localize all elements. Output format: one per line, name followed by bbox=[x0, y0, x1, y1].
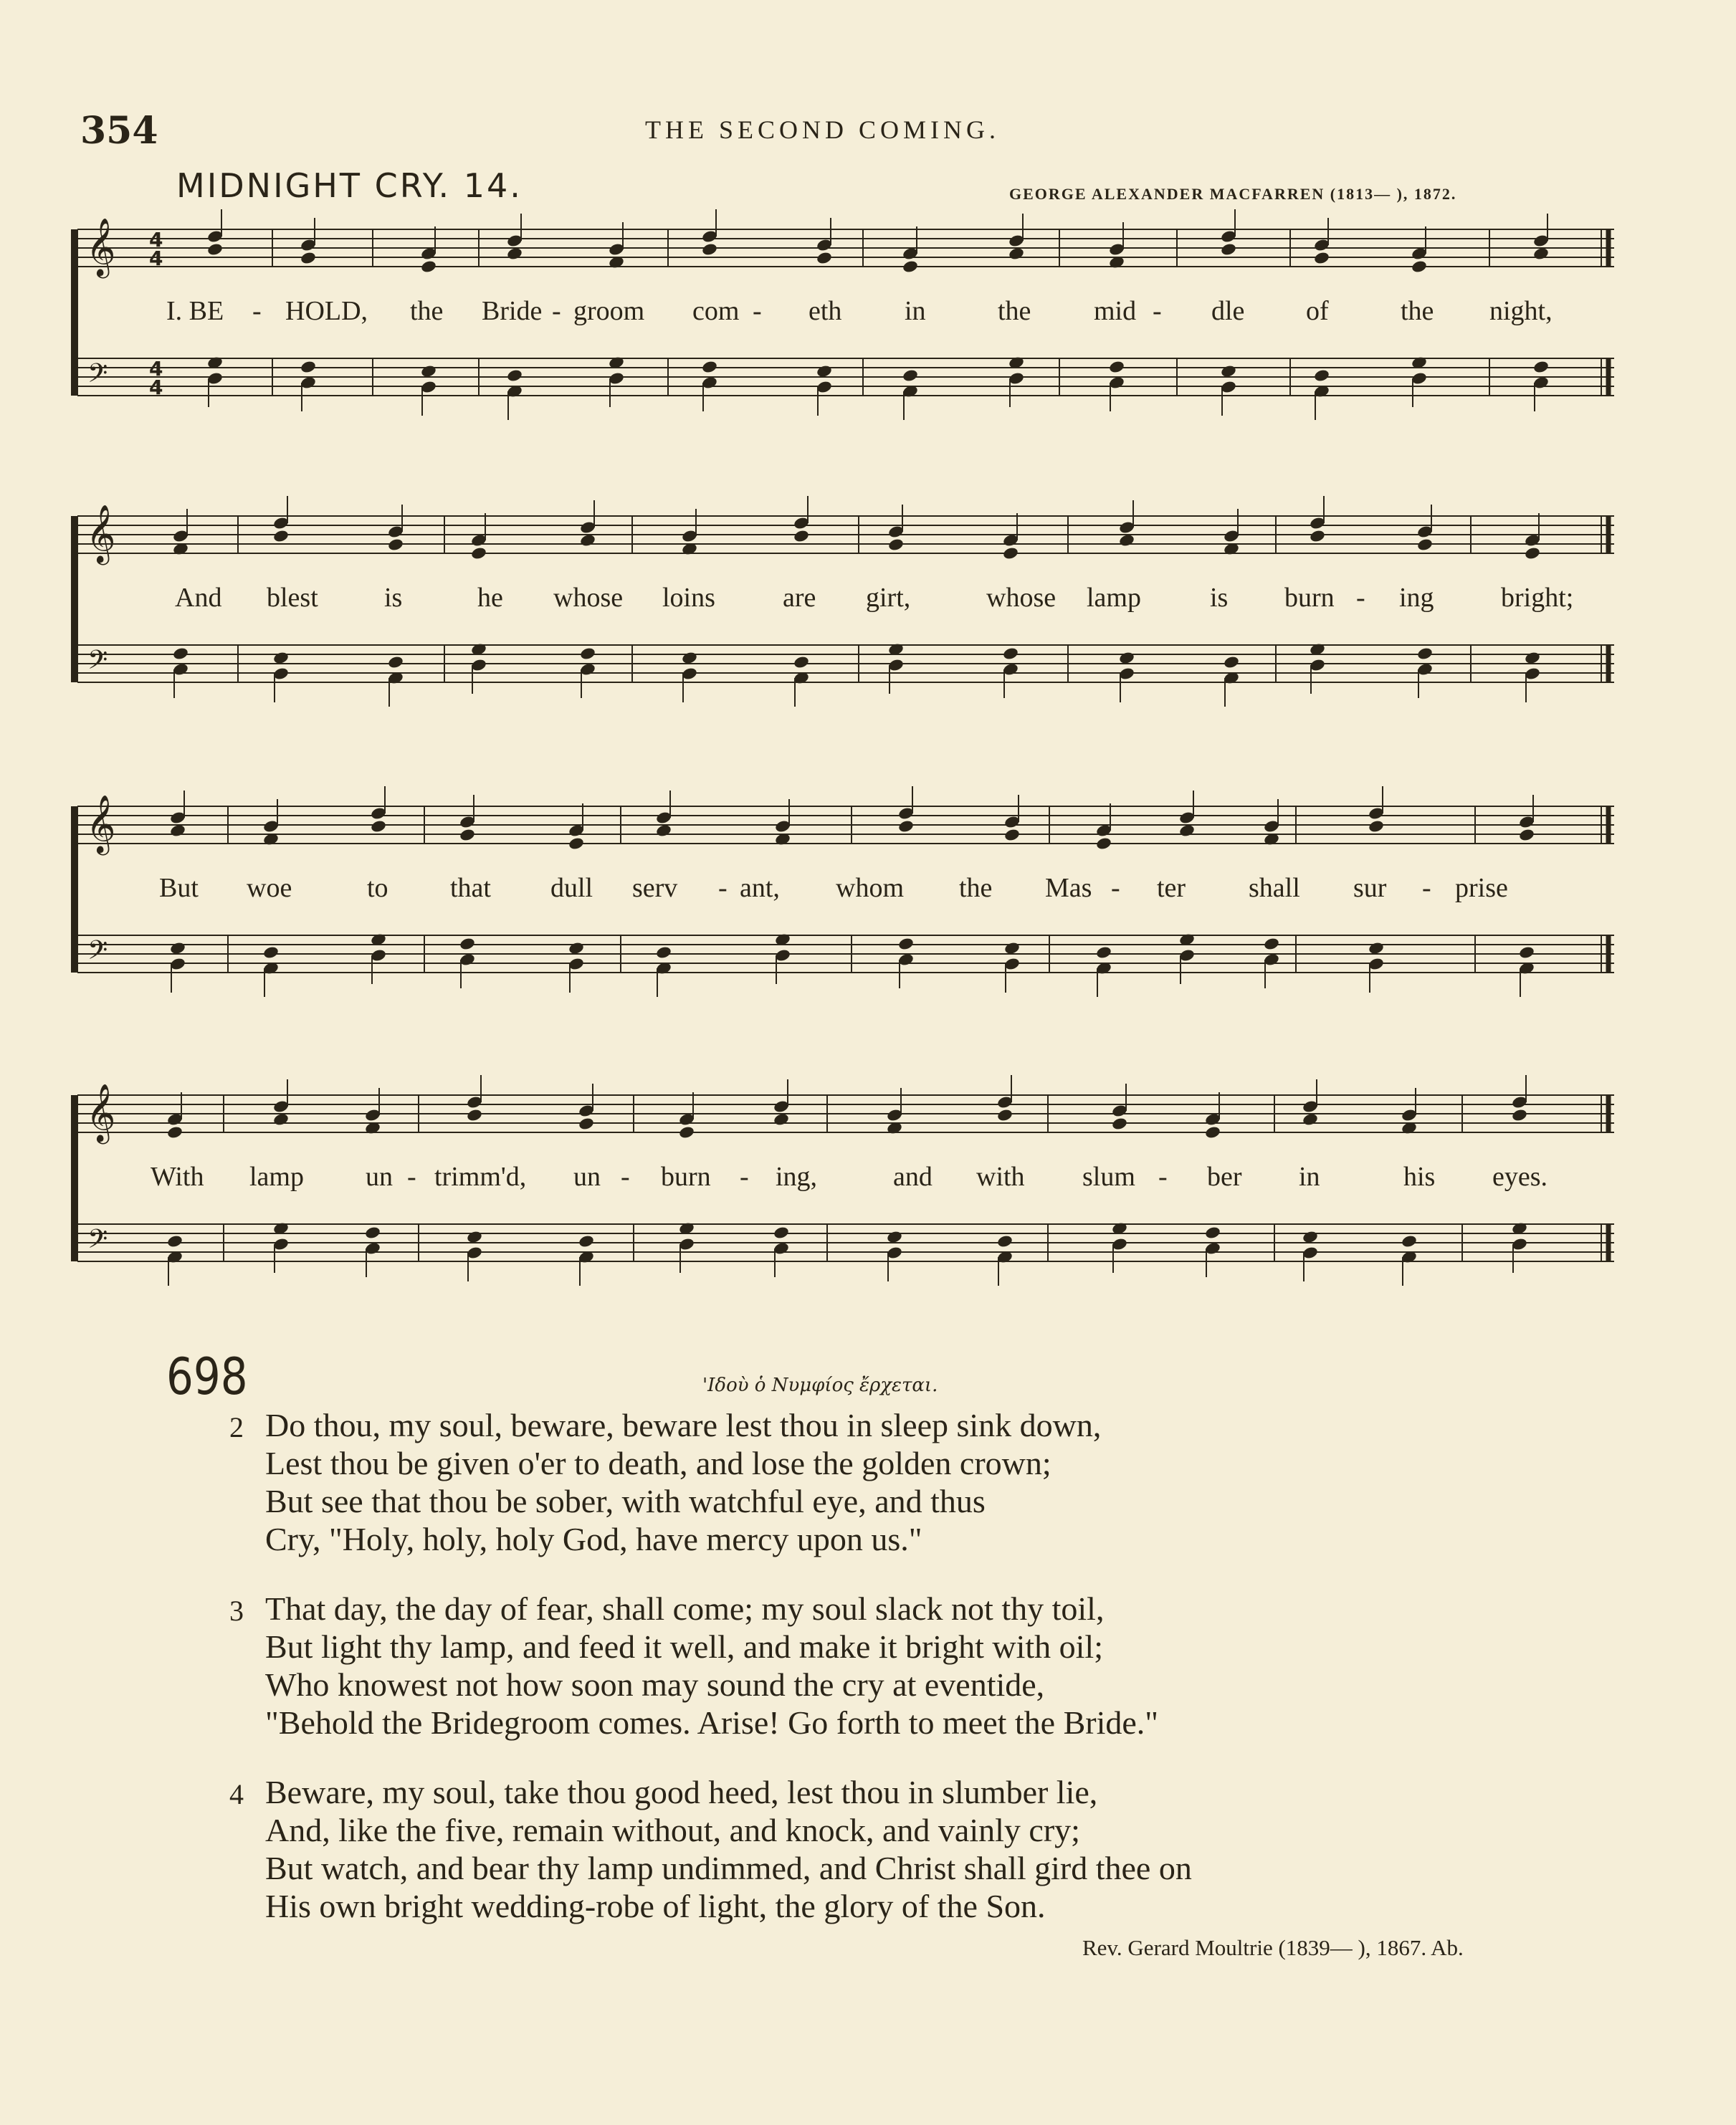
lyric-syllable: - bbox=[1356, 583, 1365, 613]
note-head bbox=[701, 360, 718, 374]
note-head bbox=[1313, 368, 1330, 383]
lyric-line-4 bbox=[0, 1161, 1736, 1197]
note-head bbox=[1263, 937, 1280, 951]
lyric-syllable: - bbox=[1111, 873, 1120, 903]
note-head bbox=[578, 1117, 595, 1131]
note-head bbox=[1368, 941, 1385, 955]
note-head bbox=[387, 538, 404, 552]
lyric-syllable: he bbox=[477, 583, 503, 613]
note-head bbox=[678, 1125, 695, 1140]
treble-clef-icon: 𝄞 bbox=[86, 504, 116, 563]
lyric-syllable: with bbox=[976, 1162, 1025, 1192]
note-head bbox=[1302, 1112, 1319, 1127]
lyric-syllable: eth bbox=[809, 296, 842, 326]
lyric-syllable: - bbox=[718, 873, 728, 903]
lyric-syllable: burn bbox=[1284, 583, 1335, 613]
lyric-syllable: loins bbox=[662, 583, 715, 613]
lyric-syllable: prise bbox=[1455, 873, 1508, 903]
lyric-syllable: to bbox=[367, 873, 388, 903]
note-head bbox=[459, 828, 476, 842]
lyric-syllable: ant, bbox=[740, 873, 780, 903]
bass-staff bbox=[77, 1224, 1614, 1261]
note-head bbox=[1220, 242, 1237, 257]
lyric-syllable: HOLD, bbox=[285, 296, 368, 326]
tune-name: MIDNIGHT CRY. 14. bbox=[176, 166, 523, 205]
lyric-syllable: whose bbox=[986, 583, 1057, 613]
bass-clef-icon: 𝄢 bbox=[87, 358, 108, 395]
lyric-syllable: - bbox=[753, 296, 762, 326]
lyric-syllable: - bbox=[407, 1162, 416, 1192]
lyric-syllable: his bbox=[1403, 1162, 1436, 1192]
lyric-syllable: groom bbox=[573, 296, 645, 326]
note-head bbox=[1518, 945, 1535, 960]
treble-clef-icon: 𝄞 bbox=[86, 1083, 116, 1142]
lyric-syllable: lamp bbox=[1087, 583, 1141, 613]
lyric-syllable: - bbox=[552, 296, 561, 326]
lyric-syllable: - bbox=[740, 1162, 749, 1192]
lyric-syllable: dle bbox=[1211, 296, 1245, 326]
lyric-syllable: bright; bbox=[1501, 583, 1574, 613]
verse-line: His own bright wedding-robe of light, the glory of the Son. bbox=[265, 1888, 1046, 1924]
note-head bbox=[166, 1234, 183, 1248]
verse-line: Lest thou be given o'er to death, and lose the golden crown; bbox=[265, 1445, 1051, 1481]
note-head bbox=[578, 1234, 595, 1248]
note-head bbox=[272, 1112, 290, 1127]
lyric-syllable: - bbox=[621, 1162, 630, 1192]
treble-clef-icon: 𝄞 bbox=[86, 794, 116, 853]
lyric-syllable: burn bbox=[661, 1162, 711, 1192]
note-head bbox=[166, 1125, 183, 1140]
bass-clef-icon: 𝄢 bbox=[87, 645, 108, 682]
note-head bbox=[206, 242, 224, 257]
note-head bbox=[816, 251, 833, 265]
lyric-syllable: With bbox=[151, 1162, 204, 1192]
lyric-syllable: com bbox=[692, 296, 740, 326]
lyric-syllable: of bbox=[1306, 296, 1329, 326]
verse-line: Who knowest not how soon may sound the cry at eventide, bbox=[265, 1666, 1045, 1703]
lyric-syllable: slum bbox=[1082, 1162, 1135, 1192]
note-head bbox=[272, 651, 290, 665]
lyric-syllable: blest bbox=[267, 583, 318, 613]
lyric-syllable: shall bbox=[1249, 873, 1300, 903]
lyric-syllable: the bbox=[998, 296, 1031, 326]
lyric-syllable: is bbox=[384, 583, 403, 613]
treble-staff bbox=[77, 794, 1614, 855]
note-head bbox=[1223, 655, 1240, 669]
note-head bbox=[1002, 646, 1019, 661]
bass-staff bbox=[77, 935, 1614, 973]
verse-line: Do thou, my soul, beware, beware lest thou in sleep sink down, bbox=[265, 1407, 1102, 1443]
note-head bbox=[169, 823, 186, 838]
note-head bbox=[1368, 819, 1385, 834]
lyric-syllable: Bride bbox=[482, 296, 543, 326]
note-head bbox=[300, 360, 317, 374]
note-head bbox=[579, 646, 596, 661]
note-head bbox=[701, 242, 718, 257]
lyric-line-3 bbox=[0, 872, 1736, 908]
lyric-syllable: in bbox=[905, 296, 926, 326]
note-head bbox=[1002, 546, 1019, 560]
stanza-number: 2 bbox=[229, 1411, 244, 1443]
lyric-syllable: ing, bbox=[776, 1162, 818, 1192]
verse-line: Beware, my soul, take thou good heed, lest thou in slumber lie, bbox=[265, 1774, 1098, 1810]
note-head bbox=[387, 655, 404, 669]
note-head bbox=[793, 529, 810, 543]
note-head bbox=[364, 1226, 381, 1240]
note-head bbox=[1095, 945, 1112, 960]
note-head bbox=[886, 1230, 903, 1244]
note-head bbox=[300, 251, 317, 265]
verse-line: And, like the five, remain without, and knock, and vainly cry; bbox=[265, 1812, 1080, 1848]
lyric-syllable: - bbox=[1158, 1162, 1168, 1192]
lyric-syllable: are bbox=[783, 583, 816, 613]
music-system-3 bbox=[0, 785, 1736, 1021]
note-head bbox=[420, 259, 437, 274]
note-head bbox=[1220, 364, 1237, 378]
note-head bbox=[1532, 360, 1550, 374]
treble-clef-icon: 𝄞 bbox=[86, 217, 116, 276]
verse-line: Cry, "Holy, holy, holy God, have mercy upon us." bbox=[265, 1521, 922, 1557]
lyric-syllable: and bbox=[893, 1162, 933, 1192]
time-signature-numerator: 4 bbox=[149, 228, 163, 252]
lyric-syllable: But bbox=[159, 873, 199, 903]
note-head bbox=[773, 1226, 790, 1240]
time-signature-numerator: 4 bbox=[149, 357, 163, 381]
lyric-syllable: ter bbox=[1157, 873, 1186, 903]
lyric-syllable: I. BE bbox=[166, 296, 224, 326]
note-head bbox=[1313, 251, 1330, 265]
note-head bbox=[506, 368, 523, 383]
note-head bbox=[568, 836, 585, 851]
lyric-syllable: trimm'd, bbox=[434, 1162, 527, 1192]
verse-line: But watch, and bear thy lamp undimmed, and Christ shall gird thee on bbox=[265, 1850, 1192, 1886]
lyric-syllable: un bbox=[366, 1162, 393, 1192]
note-head bbox=[996, 1108, 1014, 1122]
note-head bbox=[1416, 646, 1434, 661]
time-signature-denominator: 4 bbox=[149, 376, 163, 399]
note-head bbox=[506, 247, 523, 261]
music-system-2 bbox=[0, 495, 1736, 731]
note-head bbox=[816, 364, 833, 378]
note-head bbox=[470, 546, 487, 560]
note-head bbox=[902, 368, 919, 383]
music-system-1 bbox=[0, 208, 1736, 444]
verse-line: "Behold the Bridegroom comes. Arise! Go forth to meet the Bride." bbox=[265, 1704, 1159, 1741]
note-head bbox=[897, 819, 915, 834]
note-head bbox=[655, 945, 672, 960]
note-head bbox=[1008, 247, 1025, 261]
lyric-syllable: Mas bbox=[1045, 873, 1092, 903]
lyric-syllable: lamp bbox=[249, 1162, 304, 1192]
lyric-syllable: eyes. bbox=[1492, 1162, 1548, 1192]
note-head bbox=[1003, 828, 1021, 842]
lyric-syllable: whose bbox=[553, 583, 624, 613]
note-head bbox=[172, 646, 189, 661]
lyric-line-2 bbox=[0, 582, 1736, 618]
note-head bbox=[169, 941, 186, 955]
note-head bbox=[459, 937, 476, 951]
note-head bbox=[897, 937, 915, 951]
bass-clef-icon: 𝄢 bbox=[87, 1224, 108, 1261]
note-head bbox=[1309, 529, 1326, 543]
note-head bbox=[466, 1230, 483, 1244]
verse-line: But see that thou be sober, with watchful eye, and thus bbox=[265, 1483, 986, 1519]
note-head bbox=[996, 1234, 1014, 1248]
note-head bbox=[272, 529, 290, 543]
note-head bbox=[262, 945, 280, 960]
note-head bbox=[1511, 1108, 1528, 1122]
lyric-syllable: woe bbox=[247, 873, 292, 903]
note-head bbox=[1178, 823, 1196, 838]
time-signature-denominator: 4 bbox=[149, 247, 163, 270]
note-head bbox=[579, 533, 596, 548]
lyric-syllable: - bbox=[252, 296, 262, 326]
running-head: THE SECOND COMING. bbox=[645, 115, 1000, 144]
note-head bbox=[1108, 360, 1125, 374]
page-number: 354 bbox=[80, 109, 158, 153]
note-head bbox=[1401, 1234, 1418, 1248]
lyric-syllable: - bbox=[1422, 873, 1431, 903]
note-head bbox=[466, 1108, 483, 1122]
verse-line: But light thy lamp, and feed it well, and make it bright with oil; bbox=[265, 1628, 1103, 1665]
stanza-number: 4 bbox=[229, 1778, 244, 1810]
lyric-syllable: ing bbox=[1399, 583, 1434, 613]
note-head bbox=[1003, 941, 1021, 955]
note-head bbox=[1518, 828, 1535, 842]
composer-credit: GEORGE ALEXANDER MACFARREN (1813— ), 1872. bbox=[1009, 185, 1457, 203]
lyric-syllable: dull bbox=[550, 873, 593, 903]
bass-staff bbox=[77, 645, 1614, 682]
note-head bbox=[1416, 538, 1434, 552]
lyric-syllable: sur bbox=[1353, 873, 1387, 903]
treble-staff bbox=[77, 504, 1614, 565]
note-head bbox=[887, 538, 905, 552]
note-head bbox=[1524, 651, 1541, 665]
lyric-syllable: And bbox=[175, 583, 222, 613]
lyric-syllable: that bbox=[450, 873, 491, 903]
lyric-syllable: the bbox=[410, 296, 444, 326]
note-head bbox=[1532, 247, 1550, 261]
lyric-syllable: un bbox=[573, 1162, 601, 1192]
lyric-syllable: ber bbox=[1207, 1162, 1242, 1192]
bass-clef-icon: 𝄢 bbox=[87, 935, 108, 972]
lyric-syllable: night, bbox=[1489, 296, 1553, 326]
lyric-line-1 bbox=[0, 295, 1736, 331]
note-head bbox=[1095, 836, 1112, 851]
lyric-syllable: mid bbox=[1094, 296, 1137, 326]
note-head bbox=[655, 823, 672, 838]
lyric-syllable: - bbox=[1153, 296, 1162, 326]
note-head bbox=[1204, 1125, 1221, 1140]
note-head bbox=[1524, 546, 1541, 560]
stanza-number: 3 bbox=[229, 1595, 244, 1627]
lyric-syllable: is bbox=[1210, 583, 1229, 613]
note-head bbox=[793, 655, 810, 669]
lyric-syllable: the bbox=[959, 873, 993, 903]
note-head bbox=[773, 1112, 790, 1127]
note-head bbox=[370, 819, 387, 834]
treble-staff bbox=[77, 1083, 1614, 1144]
note-head bbox=[681, 651, 698, 665]
note-head bbox=[1118, 533, 1135, 548]
hymn-number: 698 bbox=[166, 1347, 248, 1406]
author-credit: Rev. Gerard Moultrie (1839— ), 1867. Ab. bbox=[1082, 1935, 1464, 1960]
note-head bbox=[1204, 1226, 1221, 1240]
lyric-syllable: the bbox=[1401, 296, 1434, 326]
note-head bbox=[1302, 1230, 1319, 1244]
lyric-syllable: girt, bbox=[866, 583, 911, 613]
note-head bbox=[1111, 1117, 1128, 1131]
lyric-syllable: whom bbox=[836, 873, 904, 903]
lyric-syllable: serv bbox=[632, 873, 678, 903]
note-head bbox=[568, 941, 585, 955]
note-head bbox=[902, 259, 919, 274]
note-head bbox=[1411, 259, 1428, 274]
greek-title: 'Ιδοὺ ὁ Νυμφίος ἔρχεται. bbox=[702, 1375, 938, 1396]
note-head bbox=[1118, 651, 1135, 665]
verse-line: That day, the day of fear, shall come; my soul slack not thy toil, bbox=[265, 1590, 1105, 1627]
music-system-4 bbox=[0, 1074, 1736, 1310]
lyric-syllable: in bbox=[1299, 1162, 1320, 1192]
note-head bbox=[420, 364, 437, 378]
